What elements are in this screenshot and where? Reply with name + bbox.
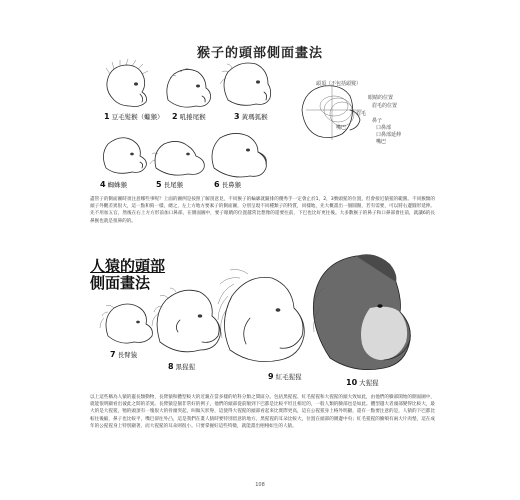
monkey-2-caption <box>172 112 206 121</box>
diagram-label-mouth: 嘴巴 <box>336 125 347 131</box>
monkey-4-number: 4 <box>100 180 106 189</box>
monkey-2-sketch <box>160 64 214 112</box>
page-number: 108 <box>255 482 265 488</box>
ape-9-orangutan-sketch <box>214 266 310 370</box>
monkey-3-caption <box>234 112 268 121</box>
section-heading-line-2: 側面畫法 <box>90 274 151 292</box>
diagram-label-mouth-2: 嘴巴 <box>376 139 387 145</box>
monkey-5-number: 5 <box>156 180 162 189</box>
section-heading-line-1: 人猿的頭部 <box>90 257 166 275</box>
diagram-label-muzzle: 口鼻部 <box>376 125 392 131</box>
monkey-5-label: 長尾猴 <box>163 181 184 189</box>
ape-9-number: 9 <box>268 372 274 381</box>
monkey-3-number: 3 <box>234 112 240 121</box>
diagram-label-brow: 眉毛 <box>356 111 367 117</box>
ape-8-number: 8 <box>168 362 174 371</box>
diagram-label-nose: 鼻子 <box>372 118 383 124</box>
monkey-5-sketch <box>148 134 208 182</box>
diagram-label-brow-position: 眉毛的位置 <box>372 103 398 109</box>
ape-9-label: 紅毛猩猩 <box>275 373 302 381</box>
monkey-2-number: 2 <box>172 112 178 121</box>
ape-paragraph: 以上這些稱為人猿的靈長類動物，長臂猿和體型較大的近親在當多樣的哈科分類之間區分。包括黑猩猩、紅毛猩猩和大猩猩的頭大致如此，由他們的臉部開始的側面圖中，就能很明顯看出彼此之間的差異。長臂猿是個非常好的例子，他們的頭部從前額到下巴都是比較平坦且相近的，一般人類的臉部也是如此。體型越大者頭部變得比較大，最大的是大猩猩，牠的頭頂有一塊很大的骨頭突起，叫做矢狀脊，這使得大猩猩的頭部看起來比實際更高，這在公猩猩身上格外明顯，還有一點要注意的是，人猿的下巴都比較往後縮，鼻子也比較平，嘴巴卻往外凸，這是我們在畫人猿時要特別留意的地方。黑猩猩的耳朵比較大，位置在頭部的側邊中央；紅毛猩猩的臉頰有兩大片肉墊，這在成年的公猩猩身上特別顯著，而大猩猩的耳朵則很小。只要掌握好這些特徵，就能畫出栩栩如生的人猿。 <box>90 395 435 429</box>
monkey-4-label: 蜘蛛猴 <box>107 181 128 189</box>
ape-10-gorilla-sketch <box>300 248 420 378</box>
monkey-5-caption <box>156 180 183 189</box>
monkey-paragraph: 盡管子的側面圖時須注意哪些事呢？上面的圖例是按照了解剖意見，不同猴子的輪廓就隨排的優秀手一定會止於1，2，3號頭猩的位置，但會接近猿猩的範圍。不同猴類的頭子外觀差異很大，這一點和狗一樣，總之，左上方地方要素子的側面圖，分別呈現不同種類子的特質，同樣地，先大概畫出一個圓圈，若有需要，可以將右邊圓形延伸。先不用加五官，然後在右上方方形前加口鼻部，在側面圖中，要子眼睛的位置越常比想像的還要往前，下巴也比好更往後。大多數猴子的鼻子和口鼻部會往前，就讓6的長鼻猴也就是很鼻的的。 <box>90 197 435 224</box>
ape-9-caption <box>268 372 302 381</box>
monkey-3-label: 黃瑪狐猴 <box>241 113 268 121</box>
monkey-3-sketch <box>218 58 274 110</box>
monkey-4-sketch <box>96 132 152 180</box>
ape-8-label: 黑猩猩 <box>175 363 196 371</box>
ape-10-caption <box>346 378 379 387</box>
monkey-6-number: 6 <box>214 180 220 189</box>
page-title: 猴子的頭部側面畫法 <box>196 46 323 61</box>
ape-7-label: 長臂猿 <box>117 351 138 359</box>
monkey-1-sketch <box>96 60 156 110</box>
diagram-label-muzzle-extension: 口鼻部延伸 <box>376 132 402 138</box>
monkey-1-caption <box>104 112 164 121</box>
monkey-6-label: 長鼻猴 <box>221 181 242 189</box>
monkey-6-sketch <box>206 128 270 182</box>
ape-10-number: 10 <box>346 378 358 387</box>
diagram-label-eye-position: 眼睛的位置 <box>368 95 394 101</box>
monkey-1-number: 1 <box>104 112 110 121</box>
monkey-4-caption <box>100 180 127 189</box>
monkey-2-label: 吼捲尾猴 <box>179 113 206 121</box>
ape-8-caption <box>168 362 195 371</box>
ape-10-label: 大猩猩 <box>359 379 379 387</box>
ape-7-number: 7 <box>110 350 116 359</box>
monkey-6-caption <box>214 180 241 189</box>
monkey-1-label: 豆毛髮猴（蠍猴） <box>111 113 164 121</box>
ape-7-gibbon-sketch <box>98 298 158 348</box>
diagram-label-crown: 頭頂（不包括頭髮） <box>316 81 362 87</box>
ape-7-caption <box>110 350 137 359</box>
